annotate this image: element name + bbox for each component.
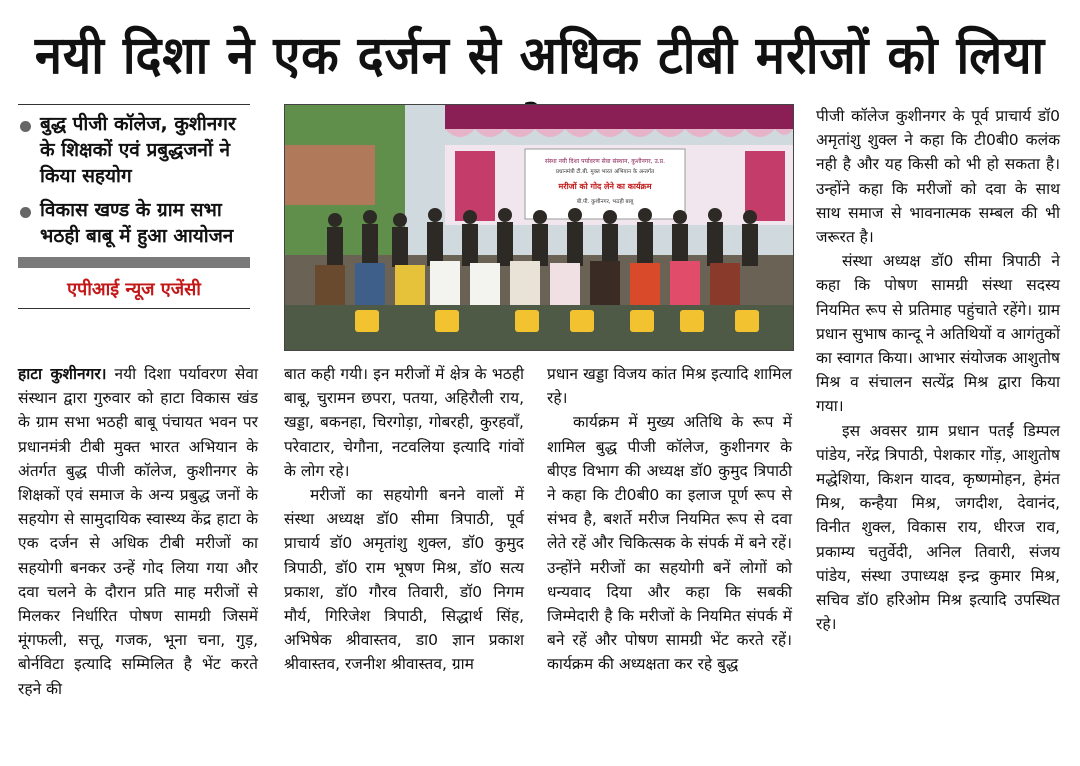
article-paragraph: प्रधान खड्डा विजय कांत मिश्र इत्यादि शामिल रहे। (547, 365, 792, 408)
banner-footer: बी.पी. कुशीनगर, भठही बाबू (576, 199, 634, 205)
divider-bar (18, 257, 250, 268)
banner-subtitle: प्रधानमंत्री टी.बी. मुक्त भारत अभियान के अन्तर्गत (555, 169, 655, 175)
article-paragraph: संस्था अध्यक्ष डॉ0 सीमा त्रिपाठी ने कहा कि पोषण सामग्री संस्था सदस्य नियमित रूप से प्रतिमाह पहुंचाते रहेंगे। ग्राम प्रधान सुभाष कान्दू ने अतिथियों व आगंतुकों का स्वागत किया। आभार संयोजक आशुतोष मिश्र व संचालन सत्येंद्र मिश्र द्वारा किया गया। (816, 252, 1060, 416)
top-rule (18, 104, 250, 105)
article-paragraph: इस अवसर ग्राम प्रधान पतईं डिम्पल पांडेय, नरेंद्र त्रिपाठी, पेशकार गोंड़, आशुतोष मद्धेशिया, किशन यादव, कृष्णमोहन, हेमंत मिश्र, कन्हैया मिश्र, जगदीश, देवानंद, विनीत शुक्ल, विकास राय, धीरज राव, प्रकाम्य चतुर्वेदी, अनिल तिवारी, संजय पांडेय, संस्था उपाध्यक्ष इन्द्र कुमार मिश्र, सचिव डॉ0 हरिओम मिश्र इत्यादि उपस्थित रहे। (816, 421, 1060, 634)
highlight-item (18, 111, 250, 189)
article-paragraph: पीजी कॉलेज कुशीनगर के पूर्व प्राचार्य डॉ0 अमृतांशु शुक्ल ने कहा कि टी0बी0 कलंक नही है और यह किसी को भी हो सकता है। उन्होंने कहा कि मरीजों को दवा के साथ साथ समाज से भावनात्मक सम्बल की भी जरूरत है। (816, 107, 1060, 247)
byline: एपीआई न्यूज एजेंसी (67, 279, 201, 300)
highlight-text: बुद्ध पीजी कॉलेज, कुशीनगर के शिक्षकों एवं प्रबुद्धजनों ने किया सहयोग (40, 113, 236, 187)
article-paragraph: बात कही गयी। इन मरीजों में क्षेत्र के भठही बाबू, चुरामन छपरा, पतया, अहिरौली राय, खड्डा, बकनहा, चिरगोड़ा, गोबरही, कुरहवाँ, परेवाटार, चेगौना, नटवलिया इत्यादि गांवों के लोग रहे। (284, 365, 524, 480)
highlight-item (18, 197, 250, 249)
article-paragraph: मरीजों का सहयोगी बनने वालों में संस्था अध्यक्ष डॉ0 सीमा त्रिपाठी, पूर्व प्राचार्य डॉ0 अमृतांशु शुक्ल, डॉ0 कुमुद त्रिपाठी, डॉ0 राम भूषण मिश्र, डॉ0 सत्य प्रकाश, डॉ0 गौरव तिवारी, डॉ0 निगम मौर्य, गिरिजेश त्रिपाठी, सिद्धार्थ सिंह, अभिषेक श्रीवास्तव, डा0 ज्ञान प्रकाश श्रीवास्तव, रजनीश श्रीवास्तव, ग्राम (284, 486, 524, 674)
highlight-text: विकास खण्ड के ग्राम सभा भठही बाबू में हुआ आयोजन (40, 199, 234, 247)
banner-title: संस्था नयी दिशा पर्यावरण सेवा संस्थान, कुशीनगर, उ.प्र. (545, 158, 665, 165)
article-column-1 (18, 362, 258, 701)
bullet-icon (20, 207, 31, 218)
banner-main: मरीजों को गोद लेने का कार्यक्रम (558, 182, 652, 191)
dateline: हाटा कुशीनगर। (18, 365, 107, 383)
byline-rule (18, 308, 250, 309)
article-column-3 (547, 362, 792, 677)
event-photo (284, 104, 794, 351)
article-text: नयी दिशा पर्यावरण सेवा संस्थान द्वारा गुरुवार को हाटा विकास खंड के ग्राम सभा भठही बाबू पंचायत भवन पर प्रधानमंत्री टीबी मुक्त भारत अभियान के अंतर्गत बुद्ध पीजी कॉलेज, कुशीनगर के शिक्षकों एवं समाज के अन्य प्रबुद्ध जनों के सहयोग से सामुदायिक स्वास्थ्य केंद्र हाटा के एक दर्जन से अधिक टीबी मरीजों का सहयोगी बनकर उन्हें गोद लिया गया और दवा चलने के दौरान प्रति माह मरीजों से मिलकर निर्धारित पोषण सामग्री जिसमें मूंगफली, सत्तू, गजक, भूना चना, गुड़, बोर्नविटा इत्यादि सम्मिलित है भेंट करते रहने की (18, 365, 258, 698)
event-photo-illustration (285, 105, 793, 350)
article-paragraph: कार्यक्रम में मुख्य अतिथि के रूप में शामिल बुद्ध पीजी कॉलेज, कुशीनगर के बीएड विभाग की अध्यक्ष डॉ0 कुमुद त्रिपाठी ने कहा कि टी0बी0 का इलाज पूर्ण रूप से संभव है, बशर्ते मरीज नियमित रूप से दवा लेते रहें और चिकित्सक के संपर्क में बने रहें। उन्होंने मरीजों का सहयोगी बनें लोगों को धन्यवाद दिया और कहा कि सबकी जिम्मेदारी है कि मरीजों के नियमित संपर्क में बने रहें और पोषण सामग्री भेंट करते रहें। कार्यक्रम की अध्यक्षता कर रहे बुद्ध (547, 413, 792, 674)
bullet-icon (20, 121, 31, 132)
highlights-box (18, 104, 250, 309)
article-column-4 (816, 104, 1060, 636)
headline: नयी दिशा ने एक दर्जन से अधिक टीबी मरीजों को लिया (34, 26, 1046, 86)
article-column-2 (284, 362, 524, 677)
